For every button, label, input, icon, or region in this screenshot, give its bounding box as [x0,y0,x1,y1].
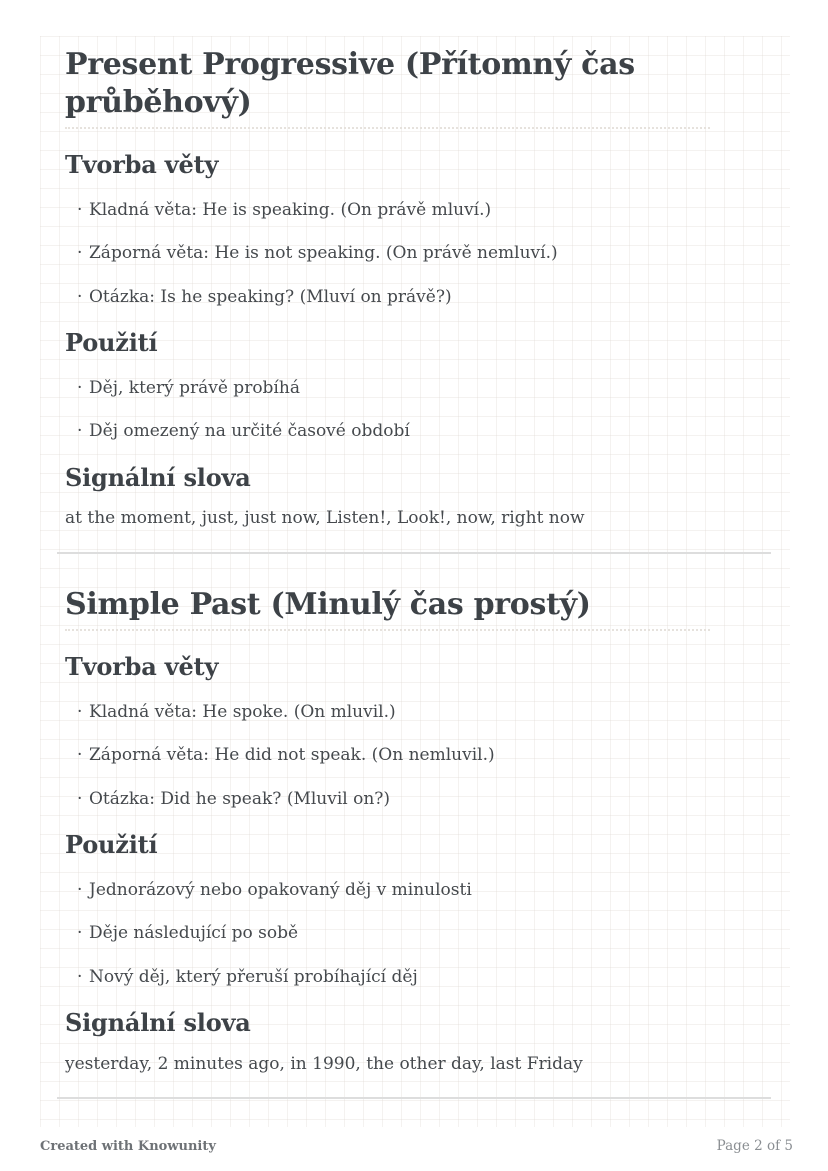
bullet-marker: · [77,745,83,766]
section-divider [57,552,771,554]
subsection-heading-signalni-slova: Signální slova [65,462,251,492]
bullet-marker: · [77,879,83,900]
list-item-text: Kladná věta: He spoke. (On mluvil.) [89,701,396,722]
list-item-text: Jednorázový nebo opakovaný děj v minulosti [89,879,472,900]
list-item [77,745,765,766]
list-item [77,377,765,398]
bullet-marker: · [77,243,83,264]
bullet-marker: · [77,421,83,442]
bullet-marker: · [77,286,83,307]
section-divider [57,1097,771,1099]
bullet-marker: · [77,923,83,944]
subsection-heading-signalni-slova: Signální slova [65,1008,251,1038]
list-item [77,421,765,442]
subsection-heading-pouziti: Použití [65,830,158,860]
section-present-progressive [65,46,765,554]
bullet-marker: · [77,788,83,809]
bullet-list [65,378,765,442]
list-item-text: Otázka: Is he speaking? (Mluví on právě?) [89,286,452,307]
subsection-heading-tvorba-vety: Tvorba věty [65,150,219,179]
list-item-text: Záporná věta: He did not speak. (On nemluvil.) [89,745,495,766]
list-item [77,199,765,220]
subsection-heading-tvorba-vety: Tvorba věty [65,652,219,682]
page-title: Simple Past (Minulý čas prostý) [65,586,710,632]
list-item-text: Děj omezený na určité časové období [89,421,410,442]
list-item-text: Děje následující po sobě [89,923,299,944]
list-item-text: Otázka: Did he speak? (Mluvil on?) [89,788,391,809]
list-item [77,966,765,987]
list-item [77,923,765,944]
list-item [77,879,765,900]
page-title: Present Progressive (Přítomný čas průběhový) [65,46,710,129]
bullet-list [65,880,765,987]
list-item-text: Kladná věta: He is speaking. (On právě mluví.) [89,199,492,220]
list-item [77,286,765,307]
section-simple-past [65,586,765,1099]
bullet-list [65,702,765,809]
signal-words-text: yesterday, 2 minutes ago, in 1990, the other day, last Friday [65,1053,583,1074]
list-item [77,701,765,722]
bullet-marker: · [77,701,83,722]
bullet-marker: · [77,966,83,987]
footer-credit: Created with Knowunity [40,1139,216,1154]
list-item-text: Nový děj, který přeruší probíhající děj [89,966,418,987]
bullet-marker: · [77,377,83,398]
signal-words-text: at the moment, just, just now, Listen!, Look!, now, right now [65,508,585,529]
page-footer [40,1138,793,1154]
bullet-marker: · [77,199,83,220]
footer-page-number: Page 2 of 5 [716,1138,793,1154]
list-item [77,788,765,809]
list-item-text: Záporná věta: He is not speaking. (On právě nemluví.) [89,243,558,264]
bullet-list [65,200,765,307]
list-item [77,243,765,264]
list-item-text: Děj, který právě probíhá [89,377,300,398]
subsection-heading-pouziti: Použití [65,327,158,357]
notes-page-card [40,36,790,1127]
